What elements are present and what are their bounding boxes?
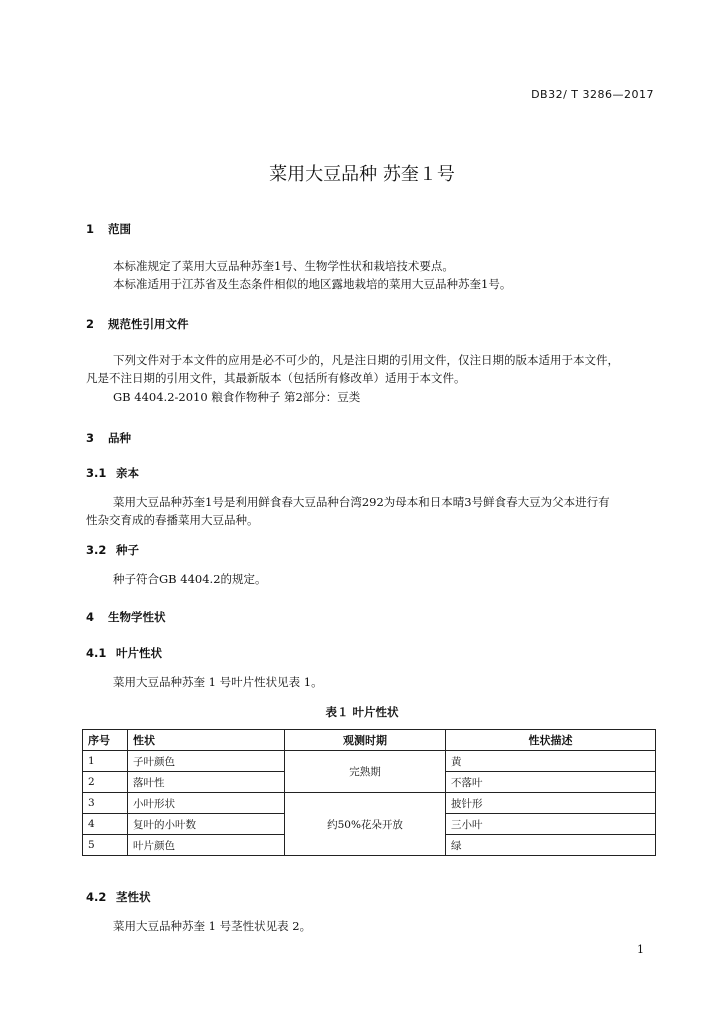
section-4-1-paragraph: 菜用大豆品种苏奎 1 号叶片性状见表 1。 — [113, 675, 323, 689]
section-3-2-heading — [86, 542, 139, 558]
section-1-heading — [86, 221, 131, 237]
cell-trait: 落叶性 — [128, 772, 285, 793]
section-4-heading — [86, 609, 166, 625]
header-cell-description: 性状描述 — [446, 730, 656, 751]
section-4-2-heading — [86, 889, 151, 905]
cell-period: 完熟期 — [285, 751, 446, 793]
section-3-heading — [86, 430, 131, 446]
cell-description: 披针形 — [446, 793, 656, 814]
document-title: 菜用大豆品种 苏奎１号 — [269, 164, 455, 185]
header-cell-number: 序号 — [83, 730, 128, 751]
section-number: 4 — [86, 610, 95, 624]
cell-description: 三小叶 — [446, 814, 656, 835]
section-number: 3 — [86, 431, 95, 445]
section-2-paragraph-line-2: 凡是不注日期的引用文件，其最新版本（包括所有修改单）适用于本文件。 — [86, 371, 466, 385]
header-cell-trait: 性状 — [128, 730, 285, 751]
section-1-paragraph-1: 本标准规定了菜用大豆品种苏奎1号、生物学性状和栽培技术要点。 — [113, 259, 454, 273]
section-2-paragraph-line-1: 下列文件对于本文件的应用是必不可少的，凡是注日期的引用文件，仅注日期的版本适用于本文件， — [113, 353, 619, 367]
cell-trait: 小叶形状 — [128, 793, 285, 814]
section-title: 茎性状 — [116, 890, 151, 904]
section-title: 范围 — [108, 222, 131, 236]
cell-number: 3 — [83, 793, 128, 814]
table-row — [83, 751, 656, 772]
section-title: 叶片性状 — [116, 646, 162, 660]
section-title: 生物学性状 — [108, 610, 166, 624]
section-title: 规范性引用文件 — [108, 317, 189, 331]
section-4-2-paragraph: 菜用大豆品种苏奎 1 号茎性状见表 2。 — [113, 919, 312, 933]
cell-description: 黄 — [446, 751, 656, 772]
section-number: 3.1 — [86, 466, 107, 480]
cell-trait: 复叶的小叶数 — [128, 814, 285, 835]
section-number: 4.2 — [86, 890, 107, 904]
leaf-traits-table — [82, 729, 656, 856]
section-number: 3.2 — [86, 543, 107, 557]
section-4-1-heading — [86, 645, 162, 661]
section-number: 4.1 — [86, 646, 107, 660]
page-number: 1 — [637, 943, 644, 956]
section-title: 品种 — [108, 431, 131, 445]
section-number: 1 — [86, 222, 95, 236]
section-3-2-paragraph: 种子符合GB 4404.2的规定。 — [113, 572, 267, 586]
table-row — [83, 793, 656, 814]
cell-number: 1 — [83, 751, 128, 772]
section-3-1-paragraph-line-1: 菜用大豆品种苏奎1号是利用鲜食春大豆品种台湾292为母本和日本晴3号鲜食春大豆为父本进行有 — [113, 495, 610, 509]
table-caption: 表１ 叶片性状 — [325, 705, 399, 719]
section-1-paragraph-2: 本标准适用于江苏省及生态条件相似的地区露地栽培的菜用大豆品种苏奎1号。 — [113, 277, 512, 291]
cell-period: 约50%花朵开放 — [285, 793, 446, 856]
cell-trait: 子叶颜色 — [128, 751, 285, 772]
section-title: 亲本 — [116, 466, 139, 480]
cell-number: 4 — [83, 814, 128, 835]
section-number: 2 — [86, 317, 95, 331]
cell-number: 5 — [83, 835, 128, 856]
cell-number: 2 — [83, 772, 128, 793]
document-code: DB32/ T 3286—2017 — [531, 88, 654, 101]
normative-reference: GB 4404.2-2010 粮食作物种子 第2部分：豆类 — [113, 390, 361, 404]
cell-description: 不落叶 — [446, 772, 656, 793]
section-title: 种子 — [116, 543, 139, 557]
cell-trait: 叶片颜色 — [128, 835, 285, 856]
section-3-1-paragraph-line-2: 性杂交育成的春播菜用大豆品种。 — [86, 513, 259, 527]
cell-description: 绿 — [446, 835, 656, 856]
table-header-row — [83, 730, 656, 751]
section-2-heading — [86, 316, 189, 332]
header-cell-period: 观测时期 — [285, 730, 446, 751]
section-3-1-heading — [86, 465, 139, 481]
